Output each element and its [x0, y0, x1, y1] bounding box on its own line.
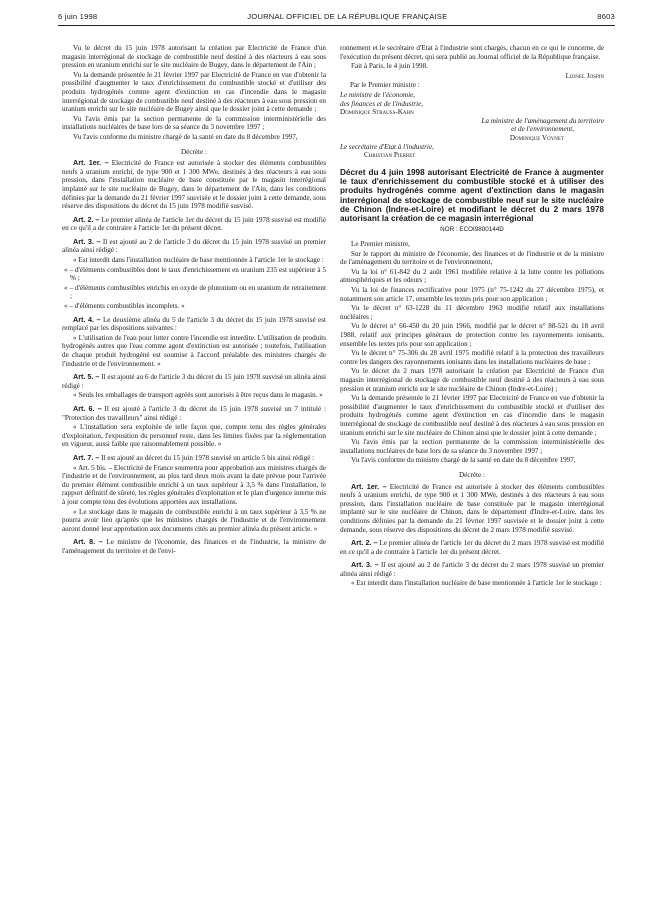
article-5: [62, 373, 326, 390]
paragraph: Vu le décret du 2 mars 1978 autorisant la création par Electricité de France d'un magasin interrégional de stockage de combustible neuf destiné à des réacteurs à eau sous pression et uranium enrichi sur le site nucléaire de Chinon (Indre-et-Loire) ;: [340, 367, 604, 393]
fait-line: Fait à Paris, le 4 juin 1998.: [351, 62, 428, 71]
paragraph: Vu la loi n° 61-842 du 2 août 1961 modifiée relative à la lutte contre les pollutions atmosphériques et les odeurs ;: [340, 267, 604, 285]
minister-title: Le secrétaire d'Etat à l'industrie,: [340, 142, 434, 151]
header-journal-title: JOURNAL OFFICIEL DE LA RÉPUBLIQUE FRANÇAISE: [247, 11, 448, 21]
article-text: Il est ajouté au 6 de l'article 3 du décret du 15 juin 1978 susvisé un alinéa ainsi rédigé :: [62, 373, 326, 390]
article-label: Art. 3. –: [73, 236, 101, 246]
article-1: [62, 159, 326, 211]
article-2: [340, 539, 604, 556]
quoted-paragraph: « Art. 5 bis. – Electricité de France soumettra pour approbation aux ministres chargés de l'industrie et de l'environnement, au plus tard deux mois avant la date prévue pour l'arrivée du premier élément combustible enrichi à un taux supérieur à 3,5 % dans l'installation, le rapport définitif de sûreté, les règles générales d'exploitation et le plan d'urgence interne mis à jour compte tenu des évolutions apportées aux installations.: [62, 463, 326, 506]
decree-title: Décret du 4 juin 1998 autorisant Electricité de France à augmenter le taux d'enrichissement du combustible stocké et à utiliser des produits hydrogénés comme agent d'extinction dans le magasin interrégional de stockage de combustible neuf sur le site nucléaire de Chinon (Indre-et-Loire) et modifiant le décret du 2 mars 1978 autorisant la création de ce magasin interrégional: [340, 167, 604, 224]
paragraph: Vu le décret n° 66-450 du 20 juin 1966, modifié par le décret n° 88-521 du 18 avril 1988, relatif aux principes généraux de protection contre les rayonnements ionisants, ensemble les textes pris pour son application ;: [340, 322, 604, 348]
article-7: [62, 454, 326, 463]
nor-reference: NOR : ECOI9800144D: [440, 225, 504, 233]
header-date: 6 juin 1998: [58, 11, 98, 21]
list-item: « – d'éléments combustibles dont le taux d'enrichissement en uranium 235 est supérieur à 5 % ;: [64, 265, 326, 283]
article-text: Il est ajouté au 2 de l'article 3 du décret du 2 mars 1978 susvisé un premier alinéa ainsi rédigé :: [340, 561, 604, 578]
paragraph: Vu l'avis conforme du ministre chargé de la santé en date du 8 décembre 1997,: [351, 456, 576, 465]
article-text: Le premier alinéa de l'article 1er du décret du 15 juin 1978 susvisé est modifié en ce qu'il a de contraire à l'article 1er du présent décret.: [62, 215, 326, 233]
signature-strauss-kahn: Dominique Strauss-Kahn: [340, 108, 414, 117]
quoted-paragraph: « Le stockage dans le magasin de combustible enrichi à un taux supérieur à 3,5 % ne pourra avoir lieu qu'après que les ministres chargés de l'industrie et de l'environnement auront donné leur approbation aux documents cités au premier alinéa du présent article. »: [62, 507, 326, 533]
quoted-paragraph: « L'utilisation de l'eau pour lutter contre l'incendie est interdite. L'utilisation de produits hydrogénés autres que l'eau comme agent d'extinction est autorisée ; toutefois, l'utilisation de chaque produit hydrogéné est soumise à l'accord préalable des ministres chargés de l'industrie et de l'environnement. »: [62, 333, 326, 368]
article-label: Art. 5. –: [73, 372, 100, 382]
paragraph-continued: ronnement et le secrétaire d'Etat à l'industrie sont chargés, chacun en ce qui le concerne, de l'exécution du présent décret, qui sera publié au Journal officiel de la République française.: [340, 44, 604, 61]
quoted-paragraph: « Seuls les emballages de transport agréés sont autorisés à être reçus dans le magasin. »: [73, 391, 323, 400]
paragraph: Vu le décret n° 75-306 du 28 avril 1975 modifié relatif à la protection des travailleurs contre les dangers des rayonnements ionisants dans les installations nucléaires de base ;: [340, 349, 604, 366]
article-1: [340, 483, 604, 535]
left-column: [62, 44, 326, 556]
article-label: Art. 1er. –: [351, 481, 387, 491]
article-text: Le deuxième alinéa du 5 de l'article 3 du décret du 15 juin 1978 susvisé est remplacé par les dispositions suivantes :: [62, 315, 326, 333]
article-label: Art. 2. –: [351, 538, 378, 548]
article-label: Art. 7. –: [73, 452, 100, 462]
paragraph: Sur le rapport du ministre de l'économie, des finances et de l'industrie et de la ministre de l'aménagement du territoire et de l'environnement,: [340, 249, 604, 267]
paragraph: Vu la demande présentée le 21 février 1997 par Electricité de France en vue d'obtenir la possibilité d'augmenter le taux d'enrichissement du combustible stocké et d'utiliser des produits hydrogénés comme agent d'extinction en cas d'incendie dans le magasin interrégional de stockage de combustible neuf destiné à des réacteurs à eau sous pression en uranium enrichi sur le site nucléaire de Bugey ainsi que le dossier joint à cette demande ;: [62, 70, 326, 114]
article-4: [62, 316, 326, 333]
quoted-paragraph: « Est interdit dans l'installation nucléaire de base mentionnée à l'article 1er le stockage :: [73, 256, 324, 265]
header-page-number: 8603: [597, 11, 615, 21]
right-column: [340, 44, 604, 589]
paragraph: Le Premier ministre,: [351, 240, 410, 249]
article-3: [62, 238, 326, 255]
article-label: Art. 8. –: [73, 537, 103, 547]
article-text: Electricité de France est autorisée à stocker des éléments combustibles neufs à uranium enrichi, de type 900 et 1 300 MWe, destinés à des réacteurs à eau sous pression, dans l'installation nucléaire de base constituée par le magasin interrégional implanté sur le site nucléaire de Chinon, dans le département d'Indre-et-Loire, dans les conditions définies par la demande du 21 février 1997 susvisée et le dossier joint à cette demande, sous réserve des dispositions du décret du 2 mars 1978 modifié susvisé.: [340, 482, 604, 534]
article-label: Art. 6. –: [73, 403, 102, 413]
article-text: Il est ajouté à l'article 3 du décret du 15 juin 1978 susvisé un 7 intitulé : "Protection des travailleurs" ainsi rédigé :: [62, 404, 326, 422]
minister-title: et de l'environnement,: [511, 125, 574, 134]
article-6: [62, 405, 326, 422]
article-label: Art. 3. –: [351, 560, 379, 570]
signature-jospin: Lionel Jospin: [565, 71, 604, 80]
paragraph: Vu la demande présentée le 21 février 1997 par Electricité de France en vue d'obtenir la possibilité d'augmenter le taux d'enrichissement du combustible stocké et d'utiliser des produits hydrogénés comme agent d'extinction en cas d'incendie dans le magasin interrégional de stockage de combustible neuf destiné à des réacteurs à eau sous pression en uranium enrichi sur le site nucléaire de Chinon ainsi que le dossier joint à cette demande ;: [340, 394, 604, 437]
minister-title: La ministre de l'aménagement du territoire: [481, 116, 604, 125]
paragraph: Vu le décret du 15 juin 1978 autorisant la création par Electricité de France d'un magasin interrégional de stockage de combustible neuf destiné à des réacteurs à eau sous pression en uranium enrichi sur le site nucléaire de Bugey, dans le département de l'Ain ;: [62, 44, 326, 70]
paragraph: Vu l'avis émis par la section permanente de la commission interministérielle des installations nucléaires de base lors de sa séance du 3 novembre 1997 ;: [340, 438, 604, 455]
minister-title: des finances et de l'industrie,: [340, 99, 424, 108]
article-label: Art. 4. –: [73, 314, 101, 324]
quoted-paragraph: « L'installation sera exploitée de telle façon que, compte tenu des règles générales d'exploitation, l'exposition du personnel reste, dans les limites fixées par la réglementation en vigueur, aussi faible que raisonnablement possible. »: [62, 423, 326, 449]
signature-pierret: Christian Pierret: [364, 151, 416, 160]
list-item: « – d'éléments combustibles enrichis en oxyde de plutonium ou en uranium de retraitement ;: [64, 283, 326, 301]
paragraph: Vu le décret n° 63-1228 du 11 décembre 1963 modifié relatif aux installations nucléaires ;: [340, 304, 604, 321]
article-text: Il est ajouté au décret du 15 juin 1978 susvisé un article 5 bis ainsi rédigé :: [99, 453, 315, 462]
list-item: « – d'éléments combustibles incomplets. »: [64, 302, 185, 311]
article-2: [62, 216, 326, 233]
page-header: [58, 7, 615, 26]
article-3: [340, 561, 604, 578]
quoted-paragraph: « Est interdit dans l'installation nucléaire de base mentionnée à l'article 1er le stockage :: [351, 579, 602, 588]
decrete-heading: Décrète :: [459, 470, 485, 479]
article-text: Le premier alinéa de l'article 1er du décret du 2 mars 1978 susvisé est modifié en ce qu'il a de contraire à l'article 1er du présent décret.: [340, 539, 604, 556]
article-text: Le ministre de l'économie, des finances et de l'industrie, la ministre de l'aménagement du territoire et de l'envi-: [62, 538, 326, 555]
paragraph: Vu la loi de finances rectificative pour 1975 (n° 75-1242 du 27 décembre 1975), et notamment son article 17, ensemble les textes pris pour son application ;: [340, 286, 604, 303]
paragraph: Vu l'avis conforme du ministre chargé de la santé en date du 8 décembre 1997,: [73, 132, 298, 141]
paragraph: Vu l'avis émis par la section permanente de la commission interministérielle des installations nucléaires de base lors de sa séance du 3 novembre 1997 ;: [62, 114, 326, 132]
article-label: Art. 2. –: [73, 214, 100, 224]
article-label: Art. 1er. –: [73, 158, 109, 168]
minister-title: Le ministre de l'économie,: [340, 90, 416, 99]
par-line: Par le Premier ministre :: [350, 81, 420, 90]
decrete-heading: Décrète :: [181, 147, 207, 156]
article-text: Electricité de France est autorisée à stocker des éléments combustibles neufs à uranium enrichi, de type 900 et 1 300 MWe, destinés à des réacteurs à eau sous pression, dans l'installation nucléaire de base constituée par le magasin interrégional implanté sur le site nucléaire de Bugey, dans le département de l'Ain, dans les conditions définies par la demande du 21 février 1997 susvisée et le dossier joint à cette demande, sous réserve des dispositions du décret du 15 juin 1978 modifié susvisé.: [62, 159, 326, 211]
signature-voynet: Dominique Voynet: [509, 133, 564, 142]
article-text: Il est ajouté au 2 de l'article 3 du décret du 15 juin 1978 susvisé un premier alinéa ainsi rédigé :: [62, 237, 326, 255]
article-8: [62, 538, 326, 555]
